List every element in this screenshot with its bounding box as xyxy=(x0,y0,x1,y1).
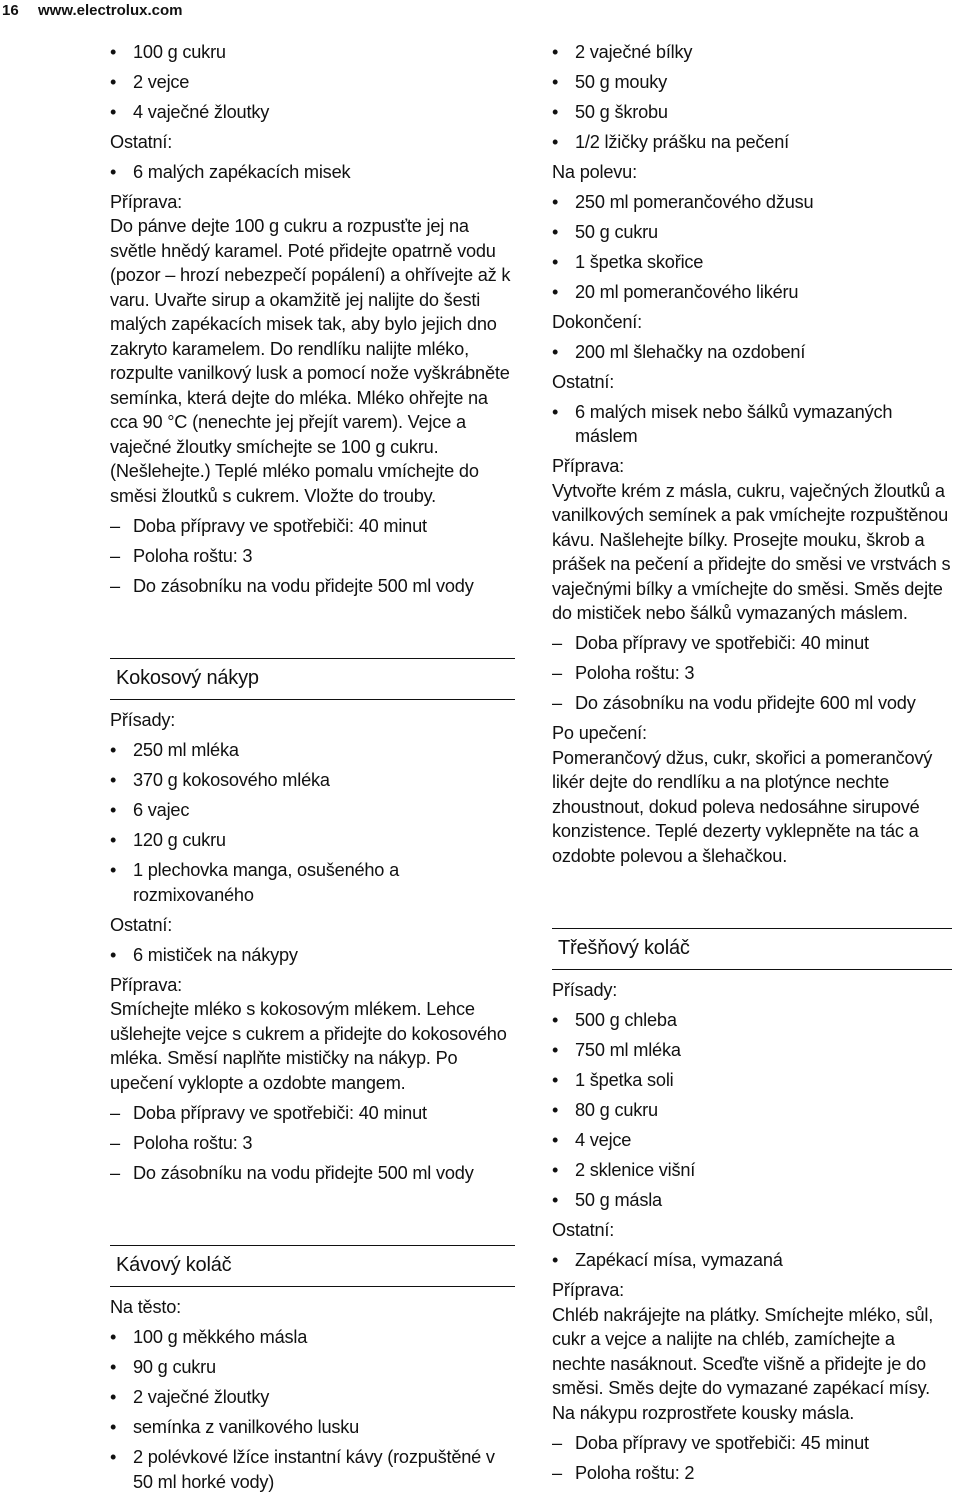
list-item: • 100 g cukru xyxy=(110,40,515,65)
list-item: • 120 g cukru xyxy=(110,828,515,853)
step-item: – Do zásobníku na vodu přidejte 500 ml vody xyxy=(110,574,515,599)
step-item: – Doba přípravy ve spotřebiči: 40 minut xyxy=(552,631,952,656)
preparation-text: Smíchejte mléko s kokosovým mlékem. Lehce ušlehejte vejce s cukrem a přidejte do kokosového mléka. Směsí naplňte mističky na nákyp. Po upečení vyklopte a ozdobte mangem. xyxy=(110,999,507,1093)
preparation-text: Chléb nakrájejte na plátky. Smíchejte mléko, sůl, cukr a vejce a nalijte na chléb, zamíchejte a nechte nasáknout. Sceďte višně a přidejte je do směsi. Směs dejte do vymazané zapékací mísy. Na nákypu rozprostřete kousky másla. xyxy=(552,1304,934,1423)
list-item: • 250 ml mléka xyxy=(110,738,515,763)
list-item: • semínka z vanilkového lusku xyxy=(110,1415,515,1440)
list-item: • 1/2 lžičky prášku na pečení xyxy=(552,130,952,155)
left-column xyxy=(110,34,515,1500)
page-number: 16 xyxy=(2,2,19,19)
list-item: • 1 špetka skořice xyxy=(552,250,952,275)
ingredient-list xyxy=(110,40,515,125)
preparation-label: Příprava: xyxy=(552,1280,624,1300)
list-item: • 6 malých misek nebo šálků vymazaných máslem xyxy=(552,400,952,449)
preparation-label: Příprava: xyxy=(110,974,182,995)
step-item: – Doba přípravy ve spotřebiči: 40 minut xyxy=(110,514,515,539)
list-item: • 80 g cukru xyxy=(552,1098,952,1123)
ingredient-list xyxy=(552,1008,952,1213)
steps-list xyxy=(552,631,952,716)
list-item: • 100 g měkkého másla xyxy=(110,1325,515,1350)
ingredient-list xyxy=(110,1325,515,1494)
ingredients-label: Přísady: xyxy=(552,980,618,1000)
list-item: • 2 polévkové lžíce instantní kávy (rozpuštěné v 50 ml horké vody) xyxy=(110,1445,515,1494)
step-item: – Do zásobníku na vodu přidejte 600 ml vody xyxy=(552,691,952,716)
list-item: • 200 ml šlehačky na ozdobení xyxy=(552,340,952,365)
glaze-label: Na polevu: xyxy=(552,161,637,182)
other-list xyxy=(110,160,515,185)
other-list xyxy=(552,1248,952,1273)
preparation-label: Příprava: xyxy=(552,456,624,476)
right-column xyxy=(552,34,952,1491)
steps-list xyxy=(110,514,515,599)
ingredients-label: Přísady: xyxy=(110,710,176,730)
list-item: • 20 ml pomerančového likéru xyxy=(552,280,952,305)
step-item: – Poloha roštu: 3 xyxy=(552,661,952,686)
list-item: • 6 malých zapékacích misek xyxy=(110,160,515,185)
section-title-kavovy-kolac: Kávový koláč xyxy=(110,1245,515,1287)
other-list xyxy=(552,400,952,449)
step-item: – Doba přípravy ve spotřebiči: 40 minut xyxy=(110,1101,515,1126)
list-item: • 50 g másla xyxy=(552,1188,952,1213)
step-item: – Poloha roštu: 2 xyxy=(552,1461,952,1486)
preparation-text: Do pánve dejte 100 g cukru a rozpusťte jej na světle hnědý karamel. Poté přidejte opatrně vodu (pozor – hrozí nebezpečí popálení) a ohřívejte až k varu. Uvařte sirup a okamžitě jej nalijte do šesti malých zapékacích misek tak, aby bylo jejich dno zakryto karamelem. Do rendlíku nalijte mléko, rozpulte vanilkový lusk a pomocí nože vyškrábněte semínka, která dejte do mléka. Mléko ohřejte na cca 90 °C (nenechte jej přejít varem). Vejce a vaječné žloutky smíchejte se 100 g cukru. (Nešlehejte.) Teplé mléko pomalu vmíchejte do směsi žloutků s cukrem. Vložte do trouby. xyxy=(110,216,511,506)
list-item: • 250 ml pomerančového džusu xyxy=(552,190,952,215)
steps-list xyxy=(552,1431,952,1486)
list-item: • 90 g cukru xyxy=(110,1355,515,1380)
glaze-list xyxy=(552,190,952,305)
list-item: • 4 vejce xyxy=(552,1128,952,1153)
site-url: www.electrolux.com xyxy=(38,2,183,19)
section-title-kokosovy-nakyp: Kokosový nákyp xyxy=(110,658,515,700)
after-baking-label: Po upečení: xyxy=(552,723,647,743)
other-label: Ostatní: xyxy=(552,1220,615,1240)
list-item: • 1 plechovka manga, osušeného a rozmixovaného xyxy=(110,858,515,907)
other-label: Ostatní: xyxy=(552,371,615,392)
list-item: • 6 mističek na nákypy xyxy=(110,943,515,968)
preparation-text: Vytvořte krém z másla, cukru, vaječných žloutků a vanilkových semínek a pak vmíchejte rozpuštěnou kávu. Našlehejte bílky. Prosejte mouku, škrob a prášek na pečení a přidejte do směsi ve vrstvách s vaječnými bílky a vmíchejte do směsi. Směs dejte do mističek nebo šálků vymazaných máslem. xyxy=(552,480,951,623)
list-item: • 500 g chleba xyxy=(552,1008,952,1033)
ingredient-list xyxy=(110,738,515,907)
preparation-label: Příprava: xyxy=(110,191,182,212)
after-baking-text: Pomerančový džus, cukr, skořici a pomerančový likér dejte do rendlíku a na plotýnce nechte zhoustnout, dokud poleva nedosáhne sirupové konzistence. Teplé dezerty vyklepněte na tác a ozdobte polevou a šlehačkou. xyxy=(552,747,933,866)
list-item: • 2 vaječné žloutky xyxy=(110,1385,515,1410)
dough-label: Na těsto: xyxy=(110,1297,181,1317)
step-item: – Poloha roštu: 3 xyxy=(110,1131,515,1156)
section-title-tresnovy-kolac: Třešňový koláč xyxy=(552,928,952,970)
finish-label: Dokončení: xyxy=(552,311,643,332)
list-item: • 750 ml mléka xyxy=(552,1038,952,1063)
other-label: Ostatní: xyxy=(110,131,173,152)
list-item: • 2 vejce xyxy=(110,70,515,95)
finish-list xyxy=(552,340,952,365)
list-item: • 1 špetka soli xyxy=(552,1068,952,1093)
list-item: • 50 g mouky xyxy=(552,70,952,95)
list-item: • 2 vaječné bílky xyxy=(552,40,952,65)
list-item: • 2 sklenice višní xyxy=(552,1158,952,1183)
other-list xyxy=(110,943,515,968)
list-item: • 50 g cukru xyxy=(552,220,952,245)
list-item: • 6 vajec xyxy=(110,798,515,823)
list-item: • Zapékací mísa, vymazaná xyxy=(552,1248,952,1273)
ingredient-list xyxy=(552,40,952,155)
step-item: – Poloha roštu: 3 xyxy=(110,544,515,569)
list-item: • 370 g kokosového mléka xyxy=(110,768,515,793)
list-item: • 4 vaječné žloutky xyxy=(110,100,515,125)
other-label: Ostatní: xyxy=(110,914,173,935)
list-item: • 50 g škrobu xyxy=(552,100,952,125)
step-item: – Doba přípravy ve spotřebiči: 45 minut xyxy=(552,1431,952,1456)
step-item: – Do zásobníku na vodu přidejte 500 ml vody xyxy=(110,1161,515,1186)
steps-list xyxy=(110,1101,515,1186)
